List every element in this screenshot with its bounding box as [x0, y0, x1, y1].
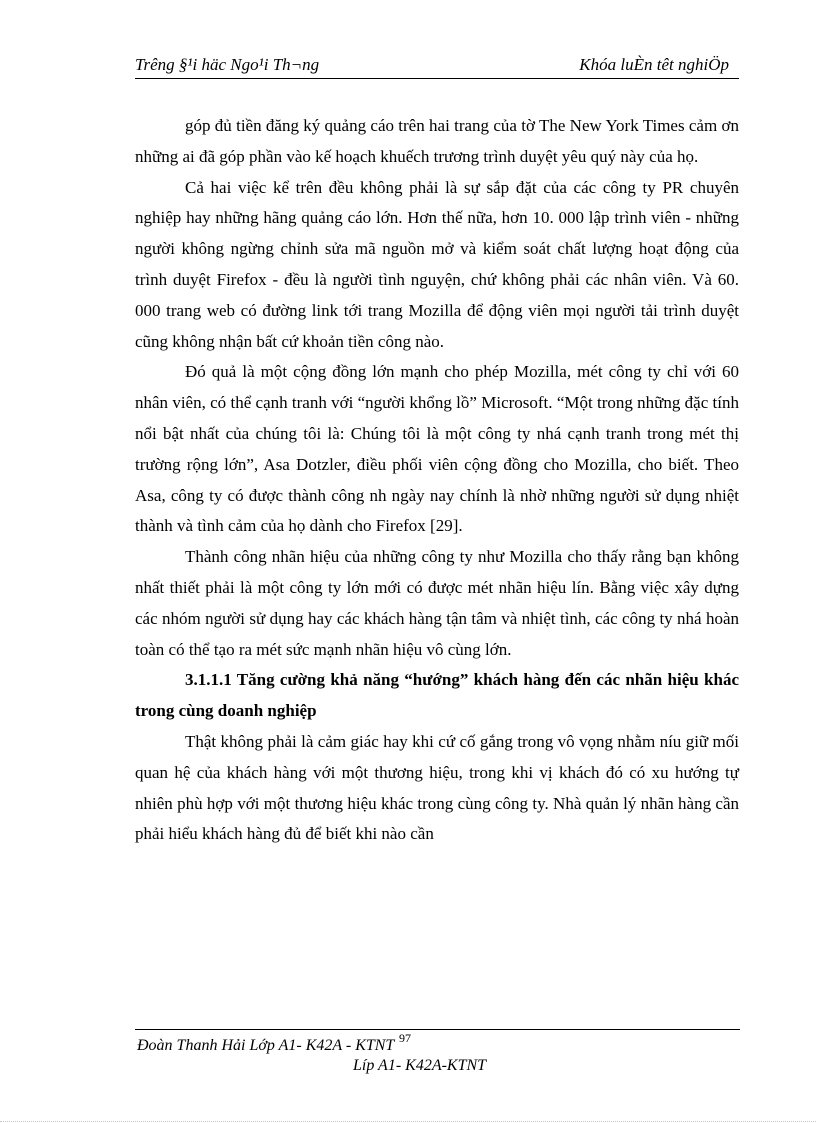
- header-university: Trêng §¹i häc Ngo¹i Th¬ng: [135, 55, 320, 74]
- paragraph-1: góp đủ tiền đăng ký quảng cáo trên hai trang của tờ The New York Times cảm ơn những ai đã góp phần vào kế hoạch khuếch trương trình duyệt yêu quý này của họ.: [135, 116, 739, 166]
- section-heading: 3.1.1.1 Tăng cường khả năng “hướng” khách hàng đến các nhãn hiệu khác trong cùng doanh nghiệp: [135, 670, 739, 721]
- footer-author: Đoàn Thanh Hải Lớp A1- K42A - KTNT: [137, 1037, 395, 1054]
- body-text: [135, 111, 739, 850]
- page-header: [135, 52, 739, 79]
- footer-divider: [135, 1029, 740, 1030]
- paragraph-5: Thật không phải là cảm giác hay khi cứ cố gắng trong vô vọng nhằm níu giữ mối quan hệ của khách hàng với một thương hiệu, trong khi vị khách đó có xu hướng tự nhiên phù hợp với một thương hiệu khác trong cùng công ty. Nhà quản lý nhãn hàng cần phải hiểu khách hàng đủ để biết khi nào cần: [135, 731, 739, 844]
- page-bottom-border: [0, 1121, 816, 1122]
- paragraph-2: Cả hai việc kể trên đều không phải là sự sắp đặt của các công ty PR chuyên nghiệp hay những hãng quảng cáo lớn. Hơn thế nữa, hơn 10. 000 lập trình viên - những người không ngừng chỉnh sửa mã nguồn mở và kiểm soát chất lượng hoạt động của trình duyệt Firefox - đều là người tình nguyện, chứ không phải các nhân viên. Và 60. 000 trang web có đường link tới trang Mozilla để động viên mọi người tải trình duyệt cũng không nhận bất cứ khoản tiền công nào.: [135, 177, 739, 351]
- page-number: 97: [399, 1031, 411, 1045]
- footer-class: Líp A1- K42A-KTNT: [353, 1057, 487, 1074]
- paragraph-3: Đó quả là một cộng đồng lớn mạnh cho phép Mozilla, mét công ty chỉ với 60 nhân viên, có thể cạnh tranh với “người khổng lồ” Microsoft. “Một trong những đặc tính nổi bật nhất của chúng tôi là: Chúng tôi là một công ty nhá cạnh tranh trong mét thị trường rộng lớn”, Asa Dotzler, điều phối viên cộng đồng cho Mozilla, cho biết. Theo Asa, công ty có được thành công nh ngày nay chính là nhờ những người sử dụng nhiệt thành và tình cảm của họ dành cho Firefox [29].: [135, 362, 739, 536]
- header-thesis-title: Khóa luÈn têt nghiÖp: [579, 55, 729, 74]
- paragraph-4: Thành công nhãn hiệu của những công ty như Mozilla cho thấy rằng bạn không nhất thiết phải là một công ty lớn mới có được mét nhãn hiệu lín. Bằng việc xây dựng các nhóm người sử dụng hay các khách hàng tận tâm và nhiệt tình, các công ty nhá hoàn toàn có thể tạo ra mét sức mạnh nhãn hiệu vô cùng lớn.: [135, 547, 739, 659]
